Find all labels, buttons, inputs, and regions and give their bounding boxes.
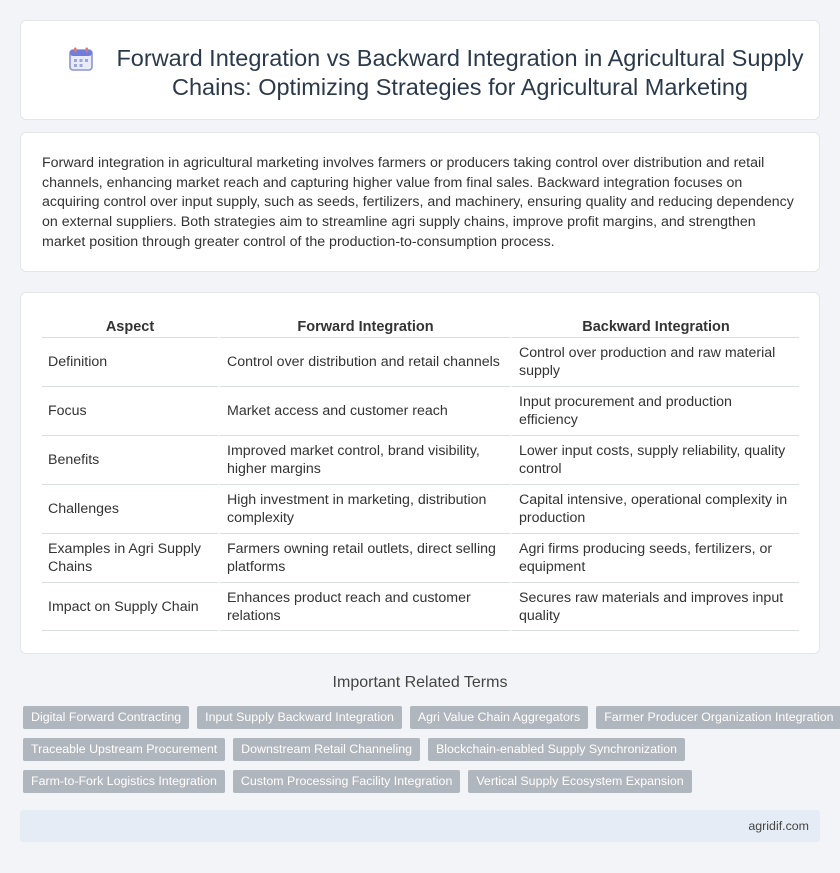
comparison-table-card <box>20 292 820 654</box>
intro-paragraph: Forward integration in agricultural marketing involves farmers or producers taking control over distribution and retail channels, enhancing market reach and capturing higher value from final sales. Backward integration focuses on acquiring control over input supply, such as seeds, fertilizers, and machinery, ensuring quality and reducing dependency on external suppliers. Both strategies aim to streamline agri supply chains, improve profit margins, and strengthen market position through greater control of the production-to-consumption process. <box>42 155 794 250</box>
related-term-tag[interactable]: Blockchain-enabled Supply Synchronization <box>428 738 685 761</box>
table-cell: Lower input costs, supply reliability, quality control <box>510 435 799 484</box>
table-cell: Examples in Agri Supply Chains <box>42 533 218 582</box>
table-cell: Enhances product reach and customer relations <box>218 582 510 631</box>
header-card <box>20 20 820 120</box>
table-row <box>42 582 799 631</box>
table-cell: Benefits <box>42 435 218 484</box>
related-term-tag[interactable]: Custom Processing Facility Integration <box>233 770 460 793</box>
table-cell: Market access and customer reach <box>218 386 510 435</box>
related-term-tag[interactable]: Vertical Supply Ecosystem Expansion <box>468 770 691 793</box>
column-header-backward: Backward Integration <box>510 315 799 337</box>
table-cell: Definition <box>42 337 218 386</box>
table-row <box>42 435 799 484</box>
related-terms-title: Important Related Terms <box>332 674 508 691</box>
table-row <box>42 386 799 435</box>
table-cell: Focus <box>42 386 218 435</box>
table-cell: Impact on Supply Chain <box>42 582 218 631</box>
related-term-tag[interactable]: Traceable Upstream Procurement <box>23 738 225 761</box>
table-cell: Improved market control, brand visibility, higher margins <box>218 435 510 484</box>
table-cell: Farmers owning retail outlets, direct selling platforms <box>218 533 510 582</box>
column-header-aspect: Aspect <box>105 319 155 335</box>
related-term-tag[interactable]: Downstream Retail Channeling <box>233 738 420 761</box>
table-cell: Secures raw materials and improves input quality <box>510 582 799 631</box>
tag-row <box>23 706 834 729</box>
table-cell: Control over production and raw material supply <box>510 337 799 386</box>
page-title: Forward Integration vs Backward Integration in Agricultural Supply Chains: Optimizing Strategies for Agricultural Marketing <box>116 45 804 100</box>
table-cell: Input procurement and production efficiency <box>510 386 799 435</box>
related-term-tag[interactable]: Digital Forward Contracting <box>23 706 189 729</box>
table-row <box>42 337 799 386</box>
table-row <box>42 484 799 533</box>
related-term-tag[interactable]: Farmer Producer Organization Integration <box>596 706 840 729</box>
table-cell: Capital intensive, operational complexity in production <box>510 484 799 533</box>
footer <box>20 810 820 842</box>
related-term-tag[interactable]: Input Supply Backward Integration <box>197 706 402 729</box>
related-terms-list <box>23 706 834 802</box>
tag-row <box>23 738 823 761</box>
table-cell: Agri firms producing seeds, fertilizers, or equipment <box>510 533 799 582</box>
table-cell: Control over distribution and retail channels <box>218 337 510 386</box>
related-term-tag[interactable]: Farm-to-Fork Logistics Integration <box>23 770 225 793</box>
intro-card <box>20 132 820 272</box>
comparison-table <box>42 315 799 631</box>
table-cell: High investment in marketing, distribution complexity <box>218 484 510 533</box>
table-row <box>42 533 799 582</box>
table-cell: Challenges <box>42 484 218 533</box>
tag-row <box>23 770 823 793</box>
related-term-tag[interactable]: Agri Value Chain Aggregators <box>410 706 588 729</box>
table-header-row <box>42 315 799 337</box>
column-header-forward: Forward Integration <box>218 315 510 337</box>
footer-site-link[interactable]: agridif.com <box>748 819 809 833</box>
calendar-icon <box>68 46 94 72</box>
